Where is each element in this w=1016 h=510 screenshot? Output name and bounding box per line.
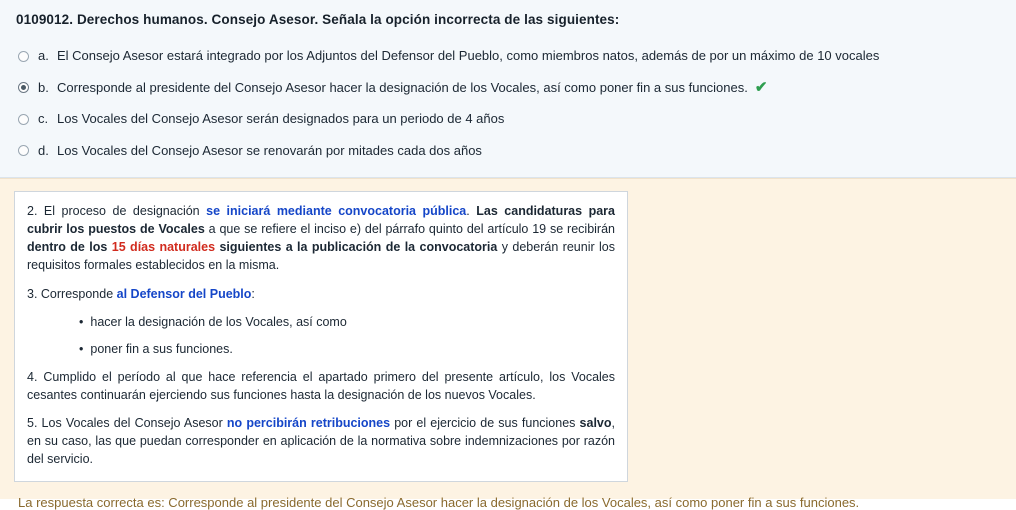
legal-excerpt-card [14,191,628,482]
feedback-block [0,178,1016,510]
excerpt-p5-bold: salvo [579,416,612,431]
excerpt-p5-s3: por el ejercicio de sus funciones [390,416,580,431]
excerpt-p5-highlight: no percibirán retribuciones [226,416,391,431]
list-item: • hacer la designación de los Vocales, así como [79,313,615,331]
option-letter-b: b. [38,79,49,95]
list-item: • poner fin a sus funciones. [79,340,615,358]
excerpt-p2-bold-3: siguientes a la publicación de la convocatoria [215,240,498,255]
excerpt-paragraph-5 [27,414,615,468]
option-text-a: El Consejo Asesor estará integrado por los Adjuntos del Defensor del Pueblo, como miembros natos, además de por un máximo de 10 vocales [57,48,880,63]
excerpt-p2-s9: y deberán reunir los requisitos formales establecidos en la misma. [27,240,616,273]
excerpt-paragraph-3 [27,285,615,303]
option-text-c: Los Vocales del Consejo Asesor serán designados para un periodo de 4 años [57,111,505,127]
excerpt-p2-s3: . [466,204,477,218]
excerpt-p3-highlight: al Defensor del Pueblo [116,286,252,301]
excerpt-paragraph-4: 4. Cumplido el período al que hace referencia el apartado primero del presente artículo, los Vocales cesantes continuarán ejerciendo sus funciones hasta la designación de los nuevos Vocales. [27,369,615,402]
excerpt-p3-s1: 3. Corresponde [27,286,117,301]
correct-answer-line: La respuesta correcta es: Corresponde al presidente del Consejo Asesor hacer la designación de los Vocales, así como poner fin a sus funciones. [18,494,860,510]
excerpt-paragraph-2 [27,202,615,275]
question-block [0,0,1016,178]
excerpt-bullet-list [27,313,615,358]
page-title: 0109012. Derechos humanos. Consejo Asesor. Señala la opción incorrecta de las siguientes: [16,12,620,27]
option-row-b[interactable] [18,80,1002,95]
radio-option-c[interactable] [18,114,29,125]
option-text-b: Corresponde al presidente del Consejo Asesor hacer la designación de los Vocales, así como poner fin a sus funciones. [57,79,748,95]
excerpt-p5-s5: , en su caso, las que puedan corresponder en aplicación de la normativa sobre indemnizaciones por razón del servicio. [27,416,615,467]
option-row-a[interactable] [18,49,1002,63]
excerpt-p2-bold-1: Las candidaturas para cubrir los puestos de Vocales [27,204,615,237]
excerpt-p2-bold-2: dentro de los [27,240,112,255]
excerpt-p2-highlight-2: 15 días naturales [111,240,216,255]
radio-option-a[interactable] [18,51,29,62]
excerpt-p2-s1: 2. El proceso de designación [27,204,207,218]
correct-check-icon: ✔ [754,79,768,97]
option-letter-a: a. [38,48,49,63]
option-text-d: Los Vocales del Consejo Asesor se renovarán por mitades cada dos años [57,142,482,158]
excerpt-p3-s3: : [251,286,255,301]
option-row-c[interactable] [18,112,1002,126]
excerpt-p2-highlight-1: se iniciará mediante convocatoria pública [206,204,467,218]
excerpt-p5-s1: 5. Los Vocales del Consejo Asesor [27,416,227,431]
option-letter-d: d. [38,142,49,158]
option-row-d[interactable] [18,144,1002,158]
excerpt-p2-s5: a que se refiere el inciso e) del párrafo quinto del artículo 19 se recibirán [204,222,615,237]
option-letter-c: c. [38,111,49,127]
radio-option-d[interactable] [18,145,29,156]
radio-option-b[interactable] [18,82,29,93]
